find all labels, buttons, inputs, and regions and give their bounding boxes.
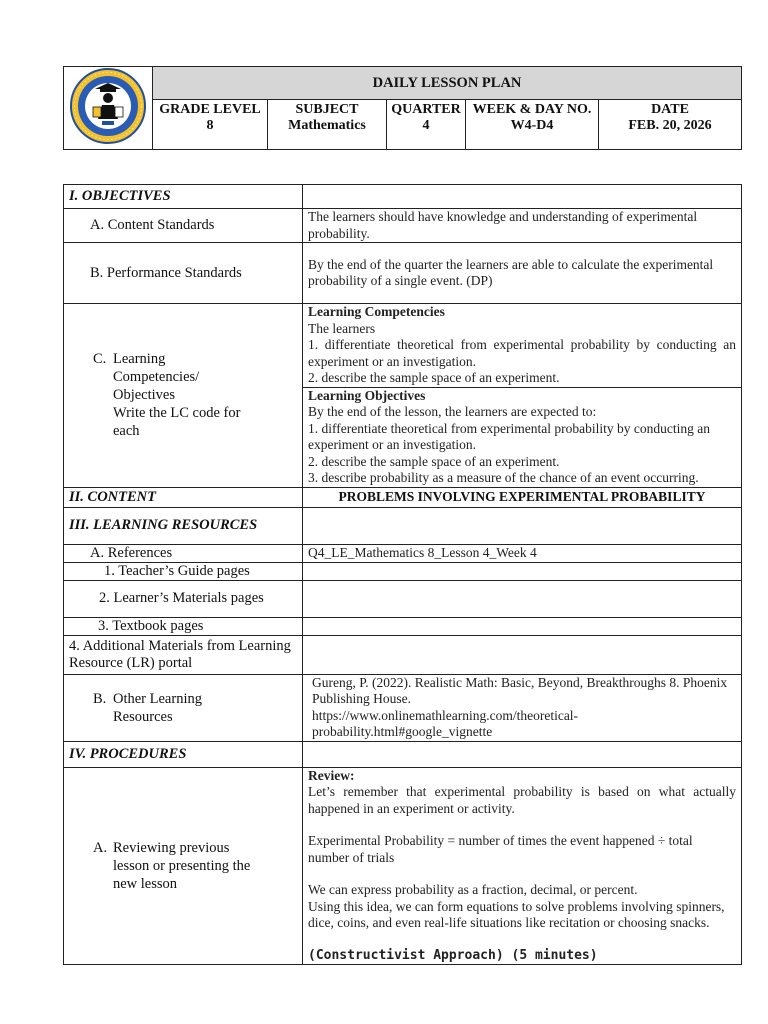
competencies-intro: The learners	[308, 320, 376, 336]
week-day-cell	[466, 100, 599, 150]
learning-competencies-label	[64, 304, 303, 488]
objective-item: 2. describe the sample space of an experiment.	[308, 453, 560, 469]
lc-label-line: Objectives	[113, 387, 176, 404]
subject-label: SUBJECT	[295, 102, 359, 118]
objective-item: 1. differentiate theoretical from experimental probability by conducting an experiment or an investigation.	[308, 420, 710, 452]
other-resources-letter: B.	[93, 690, 107, 707]
content-value: PROBLEMS INVOLVING EXPERIMENTAL PROBABILITY	[303, 487, 742, 507]
performance-standards-label: B. Performance Standards	[64, 243, 303, 304]
references-label: A. References	[64, 544, 303, 562]
subject-cell	[268, 100, 387, 150]
objectives-heading-blank	[303, 185, 742, 209]
learning-objectives-block	[303, 387, 741, 487]
competency-item: 1. differentiate theoretical from experimental probability by conducting an experiment or an investigation.	[308, 337, 736, 369]
other-resources-label	[64, 674, 303, 741]
lc-label-line: each	[113, 423, 140, 440]
resources-heading-blank	[303, 507, 742, 544]
textbook-value	[303, 617, 742, 635]
date-label: DATE	[651, 102, 689, 118]
review-label-line: lesson or presenting the	[113, 857, 251, 874]
references-value: Q4_LE_Mathematics 8_Lesson 4_Week 4	[303, 544, 742, 562]
review-content	[303, 767, 742, 965]
review-label	[64, 767, 303, 965]
grade-level-value: 8	[206, 118, 214, 134]
objectives-intro: By the end of the lesson, the learners are expected to:	[308, 404, 597, 419]
quarter-label: QUARTER	[391, 102, 461, 118]
lc-letter: C.	[93, 351, 107, 368]
date-cell	[599, 100, 742, 150]
competency-item: 2. describe the sample space of an experiment.	[308, 370, 560, 385]
objectives-title: Learning Objectives	[308, 387, 426, 403]
date-value: FEB. 20, 2026	[628, 118, 712, 134]
additional-materials-label: 4. Additional Materials from Learning Resource (LR) portal	[64, 635, 303, 674]
resource-citation: Gureng, P. (2022). Realistic Math: Basic, Beyond, Breakthroughs 8. Phoenix Publishing House.	[312, 674, 728, 706]
procedures-heading: IV. PROCEDURES	[64, 741, 303, 767]
quarter-value: 4	[422, 118, 430, 134]
learning-competencies-content	[303, 304, 742, 488]
document-title: DAILY LESSON PLAN	[153, 67, 742, 100]
quarter-cell	[387, 100, 466, 150]
subject-value: Mathematics	[288, 118, 366, 134]
school-seal-icon	[69, 67, 147, 145]
objective-item: 3. describe probability as a measure of the chance of an event occurring.	[308, 470, 699, 485]
textbook-label: 3. Textbook pages	[64, 617, 303, 635]
lc-label-line: Competencies/	[113, 369, 200, 386]
grade-level-label: GRADE LEVEL	[159, 102, 261, 118]
additional-materials-value	[303, 635, 742, 674]
lc-label-line: Write the LC code for	[113, 405, 241, 422]
review-title: Review:	[308, 767, 355, 783]
review-formula: Experimental Probability = number of times the event happened ÷ total number of trials	[308, 833, 693, 865]
resource-link: https://www.onlinemathlearning.com/theoretical-probability.html#google_vignette	[312, 707, 579, 739]
review-paragraph: Let’s remember that experimental probability is based on what actually happened in an experiment or activity.	[308, 784, 736, 816]
review-label-line: Reviewing previous	[113, 839, 230, 856]
grade-level-cell	[153, 100, 268, 150]
other-resources-label-line: Other Learning	[113, 690, 202, 707]
review-letter: A.	[93, 839, 108, 856]
review-label-line: new lesson	[113, 875, 178, 892]
objectives-heading: I. OBJECTIVES	[64, 185, 303, 209]
other-resources-label-line: Resources	[113, 708, 173, 725]
logo-cell	[64, 67, 153, 150]
teachers-guide-label: 1. Teacher’s Guide pages	[64, 562, 303, 580]
approach-note: (Constructivist Approach) (5 minutes)	[308, 947, 598, 963]
resources-heading: III. LEARNING RESOURCES	[64, 507, 303, 544]
content-standards-label: A. Content Standards	[64, 209, 303, 243]
week-day-value: W4-D4	[510, 118, 554, 134]
week-day-label: WEEK & DAY NO.	[472, 102, 592, 118]
lesson-plan-table	[63, 184, 742, 965]
procedures-heading-blank	[303, 741, 742, 767]
learners-materials-label: 2. Learner’s Materials pages	[64, 580, 303, 617]
teachers-guide-value	[303, 562, 742, 580]
competencies-title: Learning Competencies	[308, 304, 445, 319]
header-table	[63, 66, 742, 150]
lc-label-line: Learning	[113, 351, 166, 368]
content-heading: II. CONTENT	[64, 487, 303, 507]
review-paragraph: Using this idea, we can form equations to solve problems involving spinners, dice, coins, and even real-life situations like recitation or choosing snacks.	[308, 898, 725, 930]
other-resources-value	[303, 674, 742, 741]
learners-materials-value	[303, 580, 742, 617]
content-standards-text: The learners should have knowledge and understanding of experimental probability.	[303, 209, 742, 243]
review-paragraph: We can express probability as a fraction, decimal, or percent.	[308, 882, 638, 897]
performance-standards-text: By the end of the quarter the learners are able to calculate the experimental probability of a single event. (DP)	[303, 243, 742, 304]
